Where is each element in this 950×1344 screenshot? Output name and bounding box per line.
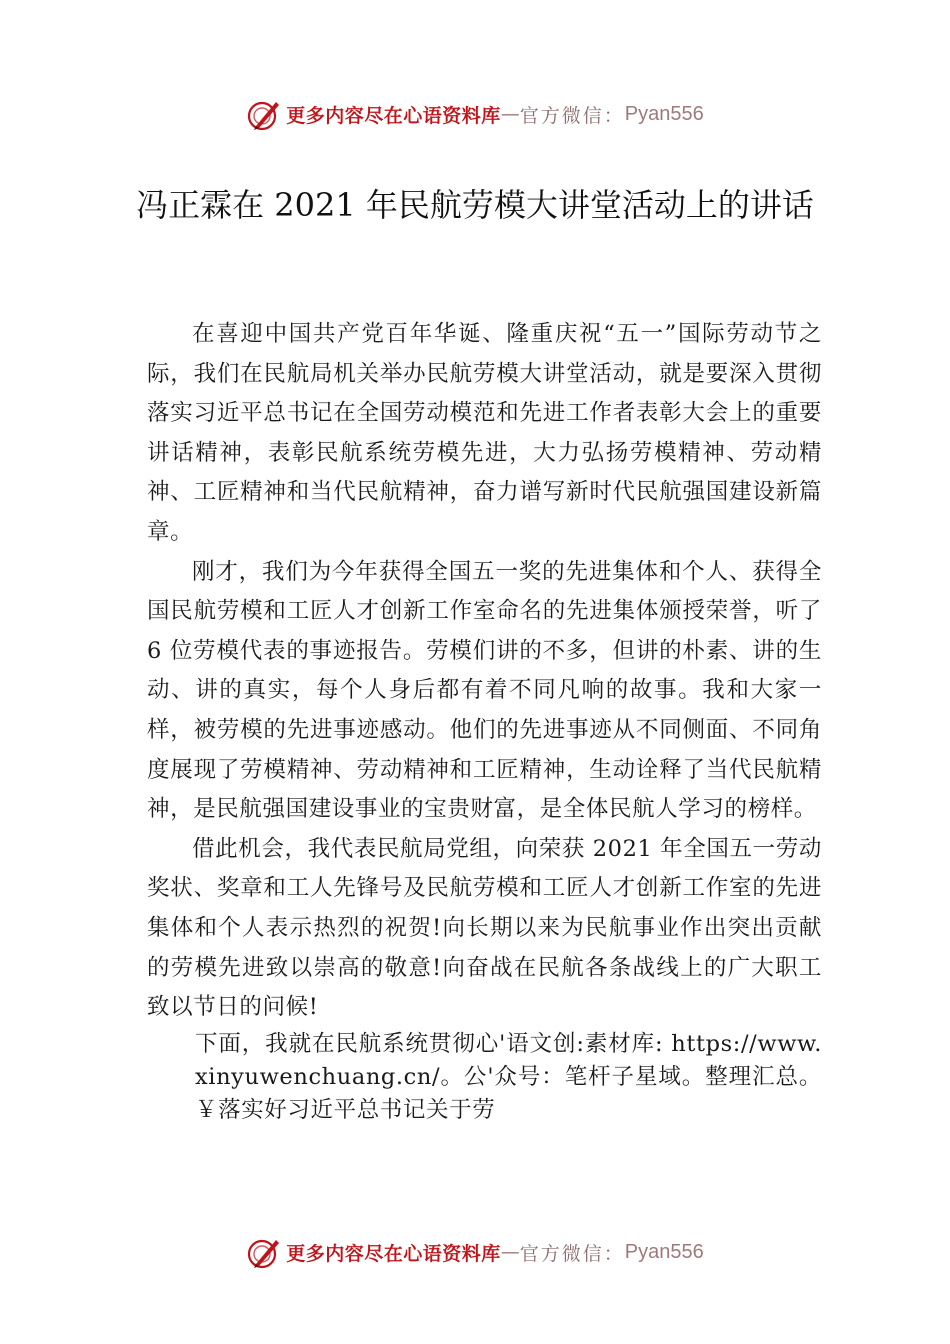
pen-logo-icon — [246, 1234, 282, 1270]
banner-brand-text: 更多内容尽在心语资料库 — [286, 1242, 501, 1265]
document-body — [147, 315, 822, 1127]
pen-logo-icon — [246, 96, 282, 132]
banner-account: Pyan556 — [624, 1240, 704, 1263]
banner-separator: — — [500, 103, 520, 125]
banner-separator: — — [500, 1241, 520, 1263]
banner-brand-text: 更多内容尽在心语资料库 — [286, 104, 501, 127]
paragraph-3: 借此机会，我代表民航局党组，向荣获 2021 年全国五一劳动奖状、奖章和工人先锋号及民航劳模和工匠人才创新工作室的先进集体和个人表示热烈的祝贺!向长期以来为民航事业作出突出贡献的劳模先进致以崇高的敬意!向奋战在民航各条战线上的广大职工致以节日的问候! — [147, 835, 822, 1021]
banner-contact-label: 官方微信： — [519, 104, 625, 127]
paragraph-4: 下面，我就在民航系统贯彻心'语文创:素材库: https://www.xinyuwenchuang.cn/。公'众号：笔杆子星域。整理汇总。￥落实好习近平总书记关于劳 — [195, 1030, 822, 1123]
header-banner — [0, 94, 950, 134]
banner-account: Pyan556 — [624, 102, 704, 125]
banner-contact-label: 官方微信： — [519, 1242, 625, 1265]
footer-banner — [0, 1232, 950, 1272]
document-title: 冯正霖在 2021 年民航劳模大讲堂活动上的讲话 — [136, 186, 814, 224]
paragraph-2: 刚才，我们为今年获得全国五一奖的先进集体和个人、获得全国民航劳模和工匠人才创新工作室命名的先进集体颁授荣誉，听了 6 位劳模代表的事迹报告。劳模们讲的不多，但讲的朴素、讲的生动、讲的真实，每个人身后都有着不同凡响的故事。我和大家一样，被劳模的先进事迹感动。他们的先进事迹从不同侧面、不同角度展现了劳模精神、劳动精神和工匠精神，生动诠释了当代民航精神，是民航强国建设事业的宝贵财富，是全体民航人学习的榜样。 — [147, 558, 822, 823]
paragraph-1: 在喜迎中国共产党百年华诞、隆重庆祝“五一”国际劳动节之际，我们在民航局机关举办民航劳模大讲堂活动，就是要深入贯彻落实习近平总书记在全国劳动模范和先进工作者表彰大会上的重要讲话精神，表彰民航系统劳模先进，大力弘扬劳模精神、劳动精神、工匠精神和当代民航精神，奋力谱写新时代民航强国建设新篇章。 — [147, 321, 822, 545]
